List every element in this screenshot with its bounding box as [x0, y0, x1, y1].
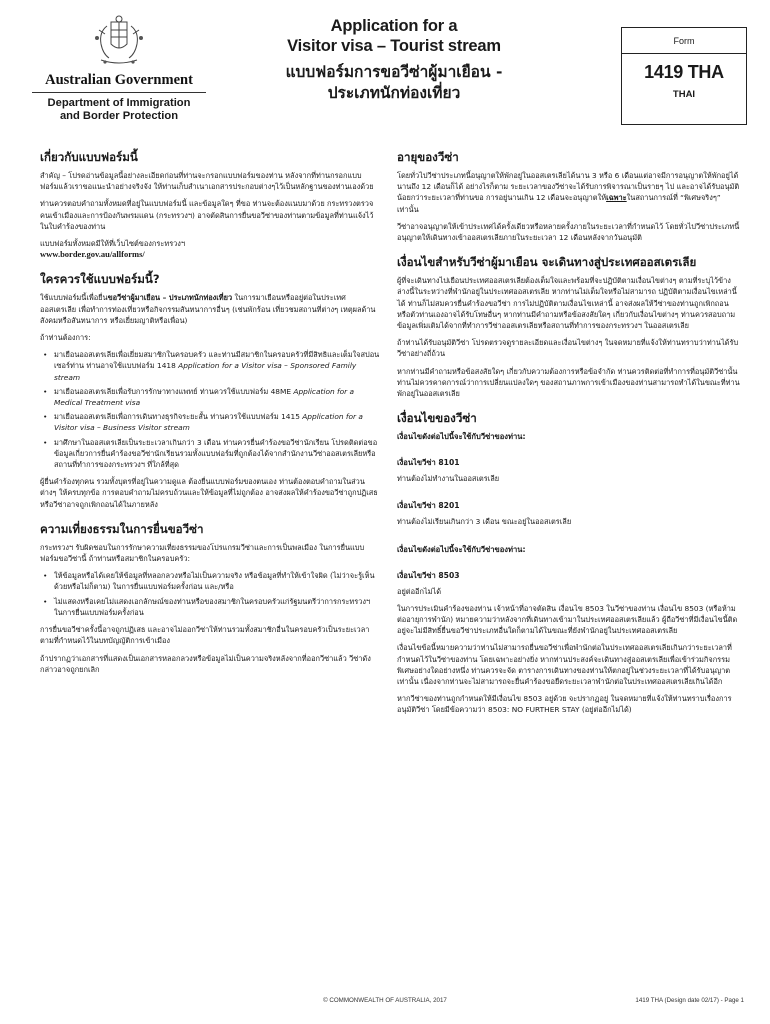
about-form-heading: เกี่ยวกับแบบฟอร์มนี้	[40, 150, 138, 164]
integrity-list	[40, 570, 380, 618]
validity-p1-emphasis: เฉพาะ	[606, 193, 627, 203]
right-column	[397, 146, 741, 722]
alternative-forms-list	[40, 349, 380, 470]
title-thai-line-2: ประเภทนักท่องเที่ยว	[327, 84, 461, 102]
condition-8101-text: ท่านต้องไม่ทำงานในออสเตรเลีย	[397, 474, 500, 484]
conditions-paragraph-3: หากท่านมีคำถามหรือข้อสงสัยใดๆ เกี่ยวกับความต้องการหรือข้อจำกัด ท่านควรติดต่อที่ทำการที่อนุมัติวีซ่านั้น ท่านไม่ควรคาดการณ์ว่าการเปลี่ยนแปลงใดๆ ของสถานภาพการเข้าเมืองของท่านสามารถทำได้ในขณะที่ท่านพักอยู่ในออสเตรเลีย	[397, 366, 740, 399]
form-number-box	[621, 27, 747, 125]
who-paragraph-2: ถ้าท่านต้องการ:	[40, 333, 91, 343]
about-paragraph-3	[40, 238, 380, 260]
condition-8503-title: เงื่อนไขวีซ่า 8503	[397, 570, 460, 580]
list-item-text: มาเยือนออสเตรเลียเพื่อเยี่ยมสมาชิกในครอบครัว และท่านมีสมาชิกในครอบครัวที่มีสิทธิและเต็มใจสปอนเซอร์ท่าน ท่านอาจใช้แบบฟอร์ม 1418	[54, 350, 380, 371]
visa-validity-heading: อายุของวีซ่า	[397, 150, 459, 164]
condition-8201-text: ท่านต้องไม่เรียนเกินกว่า 3 เดือน ขณะอยู่ในออสเตรเลีย	[397, 517, 572, 527]
integrity-paragraph-1: กระทรวงฯ รับผิดชอบในการรักษาความเที่ยงธรรมของโปรแกรมวีซ่าและการเป็นพลเมือง ในการยื่นแบบฟอร์มขอวีซ่านี้ ถ้าท่านหรือสมาชิกในครอบครัว:	[40, 542, 365, 564]
list-item	[54, 411, 380, 433]
validity-p1-text-c: ในสถานการณ์ที่ “พิเศษจริงๆ” เท่านั้น	[397, 193, 721, 214]
list-item-text: มาเยือนออสเตรเลียเพื่อการเดินทางธุรกิจระยะสั้น ท่านควรใช้แบบฟอร์ม 1415	[54, 412, 303, 422]
form-box-divider	[622, 53, 746, 54]
form-label: Form	[673, 36, 695, 46]
department-name-line-2: and Border Protection	[59, 110, 179, 122]
list-item: • ให้ข้อมูลหรือได้เคยให้ข้อมูลที่หลอกลวงหรือไม่เป็นความจริง หรือข้อมูลที่ทำให้เข้าใจผิด (ไม่ว่าจะรู้เห็นด้วยหรือไม่ก็ตาม) ในการยื่นแบบฟอร์มครั้งก่อน และ/หรือ	[54, 570, 380, 592]
department-name-line-1: Department of Immigration	[47, 97, 191, 109]
who-p1-text-a: ใช้แบบฟอร์มนี้เพื่อยื่น	[40, 293, 108, 303]
condition-8101-title: เงื่อนไขวีซ่า 8101	[397, 458, 460, 468]
coat-of-arms-icon	[87, 14, 151, 68]
integrity-paragraph-2: การยื่นขอวีซ่าครั้งนี้อาจถูกปฏิเสธ และอาจไม่ออกวีซ่าให้ท่านรวมทั้งสมาชิกอื่นในครอบครัวเป็นระยะเวลาตามที่กำหนดไว้ในบทบัญญัติการเข้าเมือง	[40, 625, 370, 646]
who-paragraph-3: ผู้ยื่นคำร้องทุกคน รวมทั้งบุตรที่อยู่ในความดูแล ต้องยื่นแบบฟอร์มของตนเอง ท่านต้องตอบคำถามในส่วนต่างๆ ให้ครบทุกข้อ การตอบคำถามไม่ครบถ้วนและให้ข้อมูลที่ไม่ถูกต้อง อาจส่งผลให้คำร้องขอวีซ่าถูกปฏิเสธ หรือวีซ่าอาจถูกเพิกถอนได้ในภายหลัง	[40, 477, 378, 509]
list-item	[54, 386, 380, 408]
about-paragraph-1: สำคัญ – โปรดอ่านข้อมูลนี้อย่างละเอียดก่อนที่ท่านจะกรอกแบบฟอร์มของท่าน หลังจากที่ท่านกรอกแบบฟอร์มแล้วเราขอแนะนำอย่างจริงจัง ให้ท่านเก็บสำเนาเอกสารประกอบต่างๆไว้เป็นหลักฐานของท่านเองด้วย	[40, 171, 374, 192]
list-item	[54, 437, 380, 471]
conditions-paragraph-2: ถ้าท่านได้รับอนุมัติวีซ่า โปรดตรวจดูรายละเอียดและเงื่อนไขต่างๆ ในจดหมายที่แจ้งให้ท่านทราบว่าท่านได้รับวีซ่าอย่างถี่ถ้วน	[397, 338, 739, 359]
who-paragraph-1	[40, 292, 380, 326]
visitor-conditions-heading: เงื่อนไขสำหรับวีซ่าผู้มาเยือน จะเดินทางสู่ประเทศออสเตรเลีย	[397, 255, 697, 270]
logo-divider	[32, 92, 206, 93]
who-p1-visa-name: ขอวีซ่าผู้มาเยือน – ประเภทนักท่องเที่ยว	[107, 293, 233, 303]
condition-8503-text: อยู่ต่ออีกไม่ได้	[397, 586, 442, 596]
integrity-paragraph-3: ถ้าปรากฏว่าเอกสารที่แสดงเป็นเอกสารหลอกลวงหรือข้อมูลไม่เป็นความจริงหลังจากที่ออกวีซ่าแล้ว วีซ่าดังกล่าวอาจถูกยกเลิก	[40, 653, 371, 674]
list-item-text: มาศึกษาในออสเตรเลียเป็นระยะเวลาเกินกว่า 3 เดือน ท่านควรยื่นคำร้องขอวีซ่านักเรียน โปรดติดต่อขอข้อมูลเกี่ยวการยื่นคำร้องขอวีซ่านักเรียนรวมทั้งแบบฟอร์มที่ถูกต้องได้จากสำนักงานวีซ่าออสเตรเลียหรือสถานที่ทำการของกระทรวงฯ ที่ใกล้ที่สุด	[54, 437, 378, 470]
government-logo	[26, 14, 212, 123]
title-english-line-1: Application for a	[330, 17, 458, 35]
form-language: THAI	[672, 89, 696, 100]
list-item: • ไม่แสดงหรือเคยไม่แสดงเอกลักษณ์ของท่านหรือของสมาชิกในครอบครัวแก่รัฐมนตรีว่าการกระทรวงฯ ในการยื่นแบบฟอร์มครั้งก่อน	[54, 596, 380, 618]
condition-8503-paragraph-1: ในการประเมินคำร้องของท่าน เจ้าหน้าที่อาจตัดสิน เงื่อนไข 8503 ในวีซ่าของท่าน เงื่อนไข 8503 (หรือห้ามต่ออายุการพำนัก) หมายความว่าหลังจากที่เดินทางเข้ามาในประเทศออสเตรเลียแล้ว ผู้ถือวีซ่าที่มีเงื่อนไขนี้ติดอยู่จะไม่มีสิทธิ์ยื่นขอวีซ่าประเภทอื่นใดก็ตามได้ในขณะที่ยังพำนักอยู่ในประเทศออสเตรเลีย	[397, 603, 738, 636]
list-item	[54, 349, 380, 383]
list-item-text: มาเยือนออสเตรเลียเพื่อรับการรักษาทางแพทย์ ท่านควรใช้แบบฟอร์ม 48ME	[54, 386, 294, 396]
conditions-apply-label-2: เงื่อนไขดังต่อไปนี้จะใช้กับวีซ่าของท่าน:	[397, 544, 526, 554]
list-item-form-title: Application for a Visitor visa – Sponsored Family stream	[54, 361, 357, 382]
validity-p1-text-a: โดยทั่วไปวีซ่าประเภทนี้อนุญาตให้พักอยู่ในออสเตรเลียได้นาน 3 หรือ 6 เดือนแต่อาจมีการอนุญาตให้พักอยู่ได้นานถึง 12 เดือนก็ได้ อย่างไรก็ตาม ระยะเวลาของวีซ่าจะได้รับการพิจารณาเป็นรายๆ ไป และอาจได้รับอนุมัติน้อยกว่าระยะเวลาที่ท่านขอ การอยู่นานเกิน 12 เดือนจะอนุญาตให้	[397, 171, 740, 203]
about-paragraph-3-text: แบบฟอร์มทั้งหมดมีให้ที่เว็บไซต์ของกระทรวงฯ	[40, 239, 186, 249]
form-number: 1419 THA	[644, 62, 724, 82]
validity-paragraph-1	[397, 170, 741, 215]
conditions-apply-label-1: เงื่อนไขดังต่อไปนี้จะใช้กับวีซ่าของท่าน:	[397, 432, 526, 442]
title-english-line-2: Visitor visa – Tourist stream	[287, 37, 501, 55]
visa-conditions-heading: เงื่อนไขของวีซ่า	[397, 411, 477, 426]
page-info: 1419 THA (Design date 02/17) - Page 1	[635, 997, 744, 1004]
form-title	[276, 16, 512, 104]
condition-8503-paragraph-3: หากวีซ่าของท่านถูกกำหนดให้มีเงื่อนไข 8503 อยู่ด้วย จะปรากฏอยู่ ในจดหมายที่แจ้งให้ท่านทราบเรื่องการอนุมัติวีซ่า โดยมีข้อความว่า 8503: NO FURTHER STAY (อยู่ต่ออีกไม่ได้)	[397, 694, 732, 715]
integrity-heading: ความเที่ยงธรรมในการยื่นขอวีซ่า	[40, 521, 204, 536]
list-item-form-title: Application for a Visitor visa – Business Visitor stream	[54, 412, 363, 433]
condition-8201-title: เงื่อนไขวีซ่า 8201	[397, 501, 460, 511]
conditions-paragraph-1: ผู้ที่จะเดินทางไปเยือนประเทศออสเตรเลียต้องเต็มใจและพร้อมที่จะปฏิบัติตามเงื่อนไขต่างๆ ตามที่ระบุไว้ข้างล่างนี้ในระหว่างที่พำนักอยู่ในประเทศออสเตรเลีย หากท่านไม่เต็มใจหรือไม่สามารถ ปฏิบัติตามเงื่อนไขเหล่านี้ได้ ท่านก็ไม่สมควรยื่นคำร้องขอวีซ่า การไม่ปฏิบัติตามเงื่อนไขเหล่านี้ อาจส่งผลให้วีซ่าของท่านถูกเพิกถอน หรือตัวท่านเองอาจได้รับโทษอื่นๆ หากท่านมีคำถามหรือข้อสงสัยใดๆ เกี่ยวกับเงื่อนไขต่างๆ ท่านควรสอบถามข้อมูลเพิ่มเติมได้จากที่ทำการวีซ่าออสเตรเลียหรือสถานที่ทำการของกระทรวงฯ ในออสเตรเลีย	[397, 276, 737, 331]
allforms-link[interactable]: www.border.gov.au/allforms/	[40, 249, 145, 260]
copyright-text: © COMMONWEALTH OF AUSTRALIA, 2017	[323, 997, 447, 1004]
about-paragraph-2: ท่านควรตอบคำถามทั้งหมดที่อยู่ในแบบฟอร์มนี้ และข้อมูลใดๆ ที่ขอ ท่านจะต้องแนบมาด้วย กระทรวงตรวจคนเข้าเมืองและการป้องกันพรมแดน (กระทรวงฯ) อาจตัดสินการยื่นขอวีซ่าของท่านตามข้อมูลที่ท่านแจ้งไว้ในใบคำร้องของท่าน	[40, 199, 374, 231]
left-column	[40, 146, 380, 681]
title-thai-line-1: แบบฟอร์มการขอวีซ่าผู้มาเยือน -	[285, 63, 503, 81]
who-p1-text-c: ในการมาเยือนหรืออยู่ต่อในประเทศออสเตรเลีย เพื่อทำการท่องเที่ยวหรือกิจกรรมสันทนาการอื่นๆ (เช่นพักร้อน เที่ยวชมสถานที่ต่างๆ เหตุผลด้านสังคมหรือสันทนาการ หรือเยี่ยมญาติหรือเพื่อน)	[40, 293, 376, 325]
who-should-use-heading: ใครควรใช้แบบฟอร์มนี้?	[40, 272, 160, 287]
validity-paragraph-2: วีซ่าอาจอนุญาตให้เข้าประเทศได้ครั้งเดียวหรือหลายครั้งภายในระยะเวลาที่กำหนดไว้ โดยทั่วไปวีซ่าประเภทนี้อนุญาตให้เดินทางเข้าออสเตรเลียภายในระยะเวลา 12 เดือนหลังจากวันอนุมัติ	[397, 221, 740, 243]
list-item-form-title: Application for a Medical Treatment visa	[54, 386, 355, 408]
government-name: Australian Government	[45, 72, 193, 88]
condition-8503-paragraph-2: เงื่อนไขข้อนี้หมายความว่าท่านไม่สามารถยื่นขอวีซ่าเพื่อพำนักต่อในประเทศออสเตรเลียเกินกว่าระยะเวลาที่กำหนดไว้ในวีซ่าของท่าน โดยเฉพาะอย่างยิ่ง หากท่านประสงค์จะเดินทางสู่ออสเตรเลียเพื่อเข้าร่วมกิจกรรมพิเศษอย่างใดอย่างหนึ่ง ท่านควรจะจัด ตารางการเดินทางของท่านให้ตกอยู่ในช่วงระยะเวลาที่ได้รับอนุญาตเท่านั้น เนื่องจากท่านจะไม่สามารถจะยื่นคำร้องขอยืดระยะเวลาพำนักต่อในประเทศออสเตรเลียเกินได้อีก	[397, 643, 732, 687]
